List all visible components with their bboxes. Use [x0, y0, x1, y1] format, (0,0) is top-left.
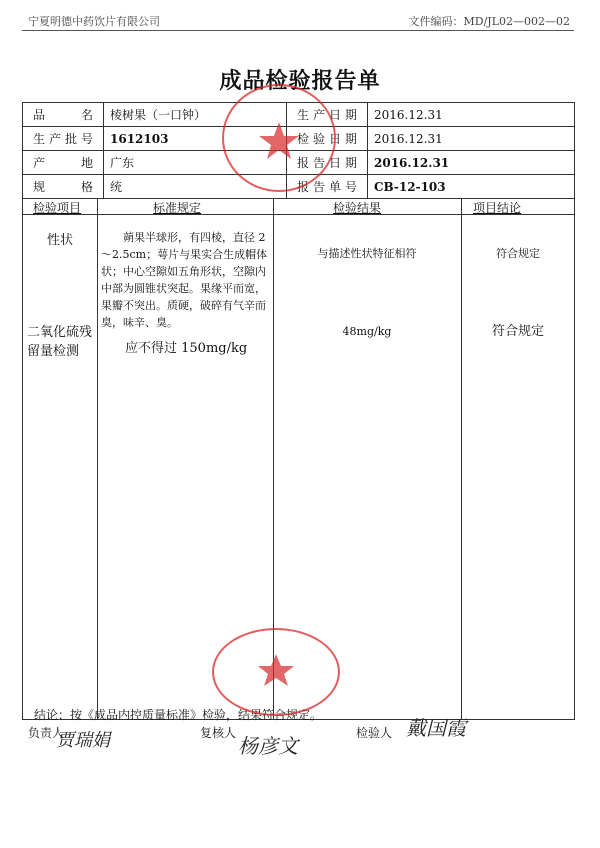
row2-standard: 应不得过 150mg/kg — [125, 341, 248, 356]
row1-standard: 蒴果半球形，有四棱，直径 2～2.5cm；萼片与果实合生成帽体状；中心空隙如五角形状，空隙内中部为圆锥状突起。果缘平而宽，果瓣不突出。质硬，破碎有气辛而臭，味辛、臭。 — [101, 231, 268, 329]
row1-result: 与描述性状特征相符 — [317, 247, 417, 260]
row1-conclusion: 符合规定 — [496, 247, 540, 260]
seal-star-icon — [214, 630, 338, 714]
responsible-signature: 贾瑞娟 — [56, 730, 110, 751]
batch-value: 1612103 — [104, 127, 287, 151]
origin-label: 产地 — [23, 151, 104, 175]
column-divider — [97, 199, 98, 719]
quality-seal-top — [222, 84, 336, 192]
document-number: 文件编码：MD/JL02—002—02 — [408, 15, 570, 28]
inspection-date-value: 2016.12.31 — [368, 127, 575, 151]
origin-value: 广东 — [104, 151, 287, 175]
seal-star-icon — [224, 86, 334, 190]
reviewer-label: 复核人 — [200, 726, 237, 740]
production-date-label: 生产日期 — [287, 103, 368, 127]
row2-item: 二氧化硫残留量检测 — [27, 325, 93, 359]
report-no-label: 报告单号 — [287, 175, 368, 199]
row2-conclusion: 符合规定 — [491, 324, 544, 339]
product-name-label: 品名 — [23, 103, 104, 127]
page-title: 成品检验报告单 — [219, 68, 381, 94]
conclusion-text: 结论：按《成品内控质量标准》检验，结果符合规定。 — [34, 708, 323, 722]
inspector-signature: 戴国霞 — [406, 716, 466, 740]
header-item: 检验项目 — [33, 201, 82, 215]
production-date-value: 2016.12.31 — [368, 103, 575, 127]
row2-result: 48mg/kg — [342, 325, 392, 338]
spec-label: 规格 — [23, 175, 104, 199]
row1-item: 性状 — [47, 233, 74, 248]
header-standard: 标准规定 — [153, 201, 202, 215]
batch-label: 生产批号 — [23, 127, 104, 151]
reviewer-signature: 杨彦文 — [238, 734, 298, 758]
header-conclusion: 项目结论 — [473, 201, 522, 215]
header-divider — [22, 30, 574, 31]
column-divider — [461, 199, 462, 719]
header-result: 检验结果 — [333, 201, 382, 215]
report-date-value: 2016.12.31 — [368, 151, 575, 175]
report-date-label: 报告日期 — [287, 151, 368, 175]
spec-value: 统 — [104, 175, 287, 199]
inspection-date-label: 检验日期 — [287, 127, 368, 151]
quality-seal-bottom — [212, 628, 340, 716]
responsible-label: 负责人 — [28, 726, 65, 740]
inspector-label: 检验人 — [356, 726, 393, 740]
report-no-value: CB-12-103 — [368, 175, 575, 199]
product-name-value: 棱树果（一口钟） — [104, 103, 287, 127]
company-header: 宁夏明德中药饮片有限公司 — [28, 15, 160, 28]
